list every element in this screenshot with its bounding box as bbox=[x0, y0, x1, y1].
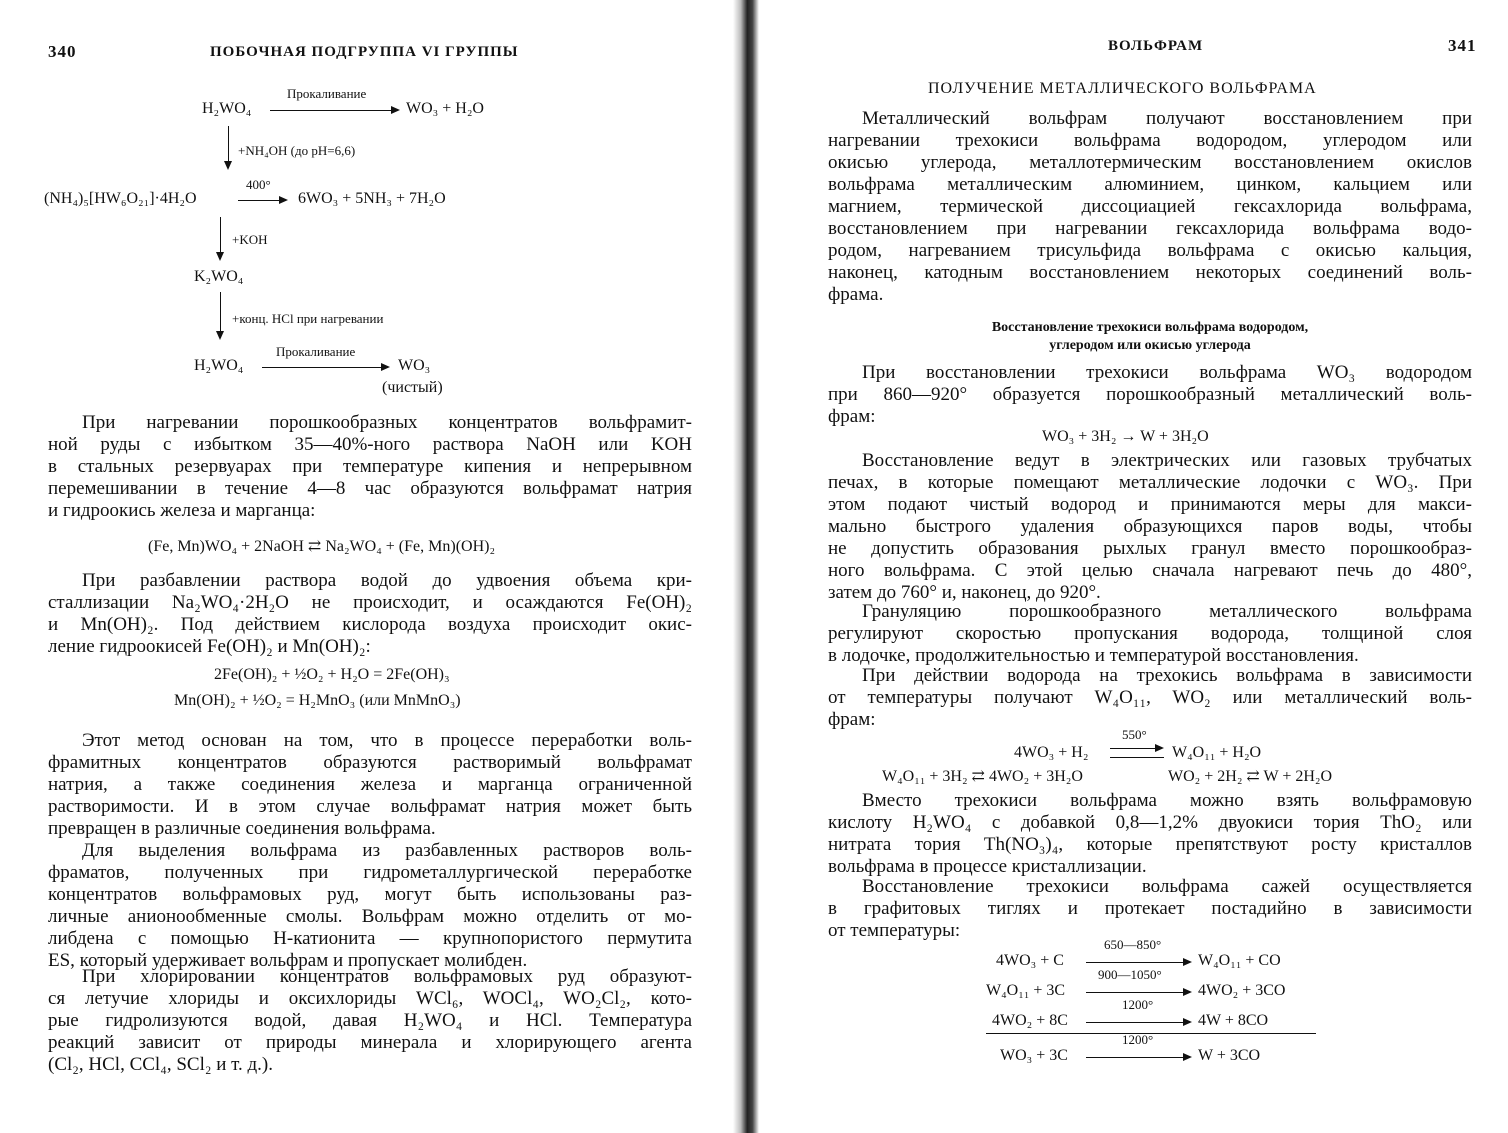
scheme-r4-right: WO₃ bbox=[398, 357, 431, 374]
right-equation-2-arrow-forward bbox=[1110, 748, 1162, 749]
scheme-arrow-1 bbox=[270, 110, 398, 111]
scheme-r4-note: (чистый) bbox=[382, 379, 443, 396]
right-paragraph-4: Грануляцию порошкообразного металлического вольфрама регулируют скоростью пропускания водорода, толщиной слоя в лодочке, продолжительностью и температурой восстановления. bbox=[828, 601, 1472, 666]
left-page bbox=[0, 0, 735, 1133]
scheme-v2-label: +KOH bbox=[232, 232, 268, 247]
subsection-title-line-1: Восстановление трехокиси вольфрама водородом, bbox=[991, 320, 1309, 335]
left-paragraph-3: Этот метод основан на том, что в процессе переработки воль- фрамитных концентратов образуются растворимый вольфрамат натрия, а также соединения железа и марганца ограниченной растворимости. И в этом случае вольфрамат натрия может быть превращен в различные соединения вольфрама. bbox=[48, 730, 692, 839]
right-equation-2-arrow-back bbox=[1110, 757, 1164, 758]
left-equation-3: Mn(OH)₂ + ½O₂ = H₂MnO₃ (или MnMnO₃) bbox=[174, 692, 461, 709]
carbon-eq-4-arrow bbox=[1086, 1057, 1190, 1058]
right-paragraph-6: Вместо трехокиси вольфрама можно взять вольфрамовую кислоту H₂WO₄ с добавкой 0,8—1,2% двуокиси тория ThO₂ или нитрата тория Th(NO₃)₄, которые препятствуют росту кристаллов вольфрама в процессе кристаллизации. bbox=[828, 790, 1472, 877]
right-equation-2-right: W₄O₁₁ + H₂O bbox=[1172, 744, 1262, 761]
scheme-r1-left: H₂WO₄ bbox=[202, 100, 252, 117]
book-gutter bbox=[733, 0, 759, 1133]
left-paragraph-1: При нагревании порошкообразных концентратов вольфрамит- ной руды с избытком 35—40%-ного раствора NaOH или KOH в стальных резервуарах при температуре кипения и непрерывном перемешивании в течение 4—8 час образуются вольфрамат натрия и гидроокись железа и марганца: bbox=[48, 412, 692, 521]
scheme-r1-right: WO₃ + H₂O bbox=[406, 100, 484, 117]
carbon-eq-2-left: W₄O₁₁ + 3C bbox=[986, 982, 1066, 999]
scheme-down-arrow-3 bbox=[220, 292, 221, 338]
right-paragraph-7: Восстановление трехокиси вольфрама сажей осуществляется в графитовых тиглях и протекает постадийно в зависимости от температуры: bbox=[828, 876, 1472, 941]
right-equation-4: WO₂ + 2H₂ ⇄ W + 2H₂O bbox=[1168, 768, 1333, 785]
right-equation-3: W₄O₁₁ + 3H₂ ⇄ 4WO₂ + 3H₂O bbox=[882, 768, 1083, 785]
scheme-r1-label: Прокаливание bbox=[287, 86, 367, 101]
right-equation-2-left: 4WO₃ + H₂ bbox=[1014, 744, 1089, 761]
carbon-eq-1-arrow bbox=[1086, 962, 1190, 963]
carbon-eq-4-label: 1200° bbox=[1122, 1032, 1154, 1047]
carbon-eq-3-label: 1200° bbox=[1122, 997, 1154, 1012]
carbon-eq-3-left: 4WO₂ + 8C bbox=[992, 1012, 1068, 1029]
carbon-eq-3-arrow bbox=[1086, 1022, 1190, 1023]
carbon-eq-3-right: 4W + 8CO bbox=[1198, 1012, 1269, 1029]
carbon-eq-4-left: WO₃ + 3C bbox=[1000, 1047, 1068, 1064]
scheme-arrow-4 bbox=[262, 367, 388, 368]
subsection-title-line-2: углеродом или окисью углерода bbox=[1049, 338, 1251, 353]
page-number-left: 340 bbox=[48, 42, 77, 61]
carbon-eq-1-right: W₄O₁₁ + CO bbox=[1198, 952, 1281, 969]
carbon-eq-1-label: 650—850° bbox=[1104, 937, 1162, 952]
scheme-down-arrow-2 bbox=[220, 217, 221, 259]
right-equation-2-label: 550° bbox=[1122, 727, 1147, 742]
scheme-r4-left: H₂WO₄ bbox=[194, 357, 244, 374]
scheme-r3: K₂WO₄ bbox=[194, 268, 244, 285]
left-paragraph-5: При хлорировании концентратов вольфрамовых руд образуют- ся летучие хлориды и оксихлориды WCl₆, WOCl₄, WO₂Cl₂, кото- рые гидролизуются водой, давая H₂WO₄ и HCl. Температура реакций зависит от природы минерала и хлорирующего агента (Cl₂, HCl, CCl₄, SCl₂ и т. д.). bbox=[48, 966, 692, 1075]
running-head-left: ПОБОЧНАЯ ПОДГРУППА VI ГРУППЫ bbox=[210, 44, 519, 60]
right-page bbox=[760, 0, 1508, 1133]
left-equation-1: (Fe, Mn)WO₄ + 2NaOH ⇄ Na₂WO₄ + (Fe, Mn)(OH)₂ bbox=[148, 538, 496, 555]
scheme-r2-right: 6WO₃ + 5NH₃ + 7H₂O bbox=[298, 190, 446, 207]
scheme-down-arrow-1 bbox=[228, 126, 229, 168]
carbon-eq-1-left: 4WO₃ + C bbox=[996, 952, 1064, 969]
scheme-arrow-2 bbox=[238, 200, 286, 201]
scheme-r4-label: Прокаливание bbox=[276, 344, 356, 359]
left-paragraph-2: При разбавлении раствора водой до удвоения объема кри- сталлизации Na₂WO₄·2H₂O не происходит, и осаждаются Fe(OH)₂ и Mn(OH)₂. Под действием кислорода воздуха происходит окис- ление гидроокисей Fe(OH)₂ и Mn(OH)₂: bbox=[48, 570, 692, 657]
carbon-eq-2-label: 900—1050° bbox=[1098, 967, 1162, 982]
scheme-v1-label: +NH₄OH (до pH=6,6) bbox=[238, 143, 356, 158]
carbon-eq-2-right: 4WO₂ + 3CO bbox=[1198, 982, 1286, 999]
right-paragraph-3: Восстановление ведут в электрических или газовых трубчатых печах, в которые помещают металлические лодочки с WO₃. При этом подают чистый водород и принимаются меры для макси- мально быстрого удаления образующихся паров воды, чтобы не допустить образования рыхлых гранул вместо порошкообраз- ного вольфрама. С этой целью сначала нагревают печь до 480°, затем до 760° и, наконец, до 920°. bbox=[828, 450, 1472, 603]
running-head-right: ВОЛЬФРАМ bbox=[1108, 38, 1204, 54]
scheme-v3-label: +конц. HCl при нагревании bbox=[232, 311, 384, 326]
page-number-right: 341 bbox=[1448, 36, 1477, 55]
left-equation-2: 2Fe(OH)₂ + ½O₂ + H₂O = 2Fe(OH)₃ bbox=[214, 666, 450, 683]
right-equation-1: WO₃ + 3H₂ → W + 3H₂O bbox=[1042, 428, 1209, 445]
right-paragraph-1: Металлический вольфрам получают восстановлением при нагревании трехокиси вольфрама водородом, углеродом или окисью углерода, металлотермическим восстановлением окислов вольфрама металлическим алюминием, цинком, кальцием или магнием, термической диссоциацией гексахлорида вольфрама, восстановлением при нагревании гексахлорида вольфрама водо- родом, нагреванием трисульфида вольфрама с окисью кальция, наконец, катодным восстановлением некоторых соединений воль- фрама. bbox=[828, 108, 1472, 305]
scheme-r2-left: (NH₄)₅[HW₆O₂₁]·4H₂O bbox=[44, 190, 197, 207]
carbon-eq-2-arrow bbox=[1086, 992, 1190, 993]
carbon-eq-4-right: W + 3CO bbox=[1198, 1047, 1261, 1064]
right-paragraph-2: При восстановлении трехокиси вольфрама WO₃ водородом при 860—920° образуется порошкообразный металлический воль- фрам: bbox=[828, 362, 1472, 427]
right-paragraph-5: При действии водорода на трехокись вольфрама в зависимости от температуры получают W₄O₁₁, WO₂ или металлический воль- фрам: bbox=[828, 665, 1472, 730]
left-paragraph-4: Для выделения вольфрама из разбавленных растворов воль- фраматов, полученных при гидрометаллургической переработке концентратов вольфрамовых руд, могут быть использованы раз- личные анионообменные смолы. Вольфрам можно отделить от мо- либдена с помощью H-катионита — крупнопористого пермутита ES, который удерживает вольфрам и пропускает молибден. bbox=[48, 840, 692, 971]
scheme-r2-label: 400° bbox=[246, 177, 271, 192]
section-title: ПОЛУЧЕНИЕ МЕТАЛЛИЧЕСКОГО ВОЛЬФРАМА bbox=[928, 80, 1317, 97]
